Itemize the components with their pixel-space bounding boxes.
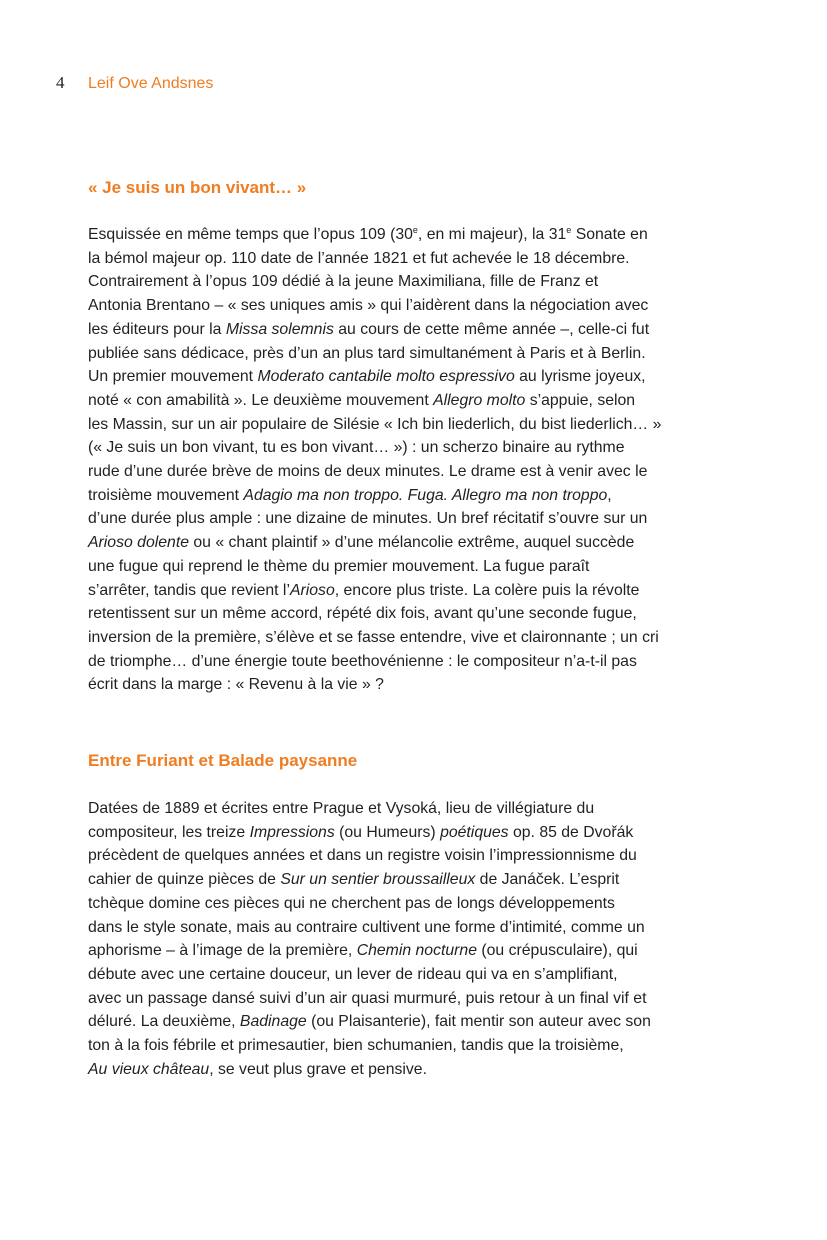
text-line [88,413,740,437]
text-run: op. 85 de Dvořák [508,823,634,841]
text-line [88,1058,740,1082]
text-run: tchèque domine ces pièces qui ne cherchent pas de longs développements [88,894,615,912]
running-head [56,73,213,94]
text-line [88,797,740,821]
text-line [88,365,740,389]
text-run: , encore plus triste. La colère puis la révolte [334,581,640,599]
text-line [88,844,740,868]
text-run: Esquissée en même temps que l’opus 109 (30 [88,226,413,243]
italic-text: Moderato cantabile molto espressivo [257,368,515,386]
text-run: (« Je suis un bon vivant, tu es bon vivant… ») : un scherzo binaire au rythme [88,439,625,457]
text-run: rude d’une durée brève de moins de deux minutes. Le drame est à venir avec le [88,463,648,481]
text-line [88,555,740,579]
text-run: déluré. La deuxième, [88,1013,240,1031]
text-run: d’une durée plus ample : une dizaine de minutes. Un bref récitatif s’ouvre sur un [88,510,648,528]
italic-text: Badinage [239,1013,307,1031]
text-run: débute avec une certaine douceur, un lever de rideau qui va en s’amplifiant, [88,965,618,983]
text-run: Contrairement à l’opus 109 dédié à la jeune Maximiliana, fille de Franz et [88,273,599,291]
text-run: (ou Humeurs) [334,823,441,841]
section-heading: « Je suis un bon vivant… » [88,178,307,197]
text-line [88,892,740,916]
superscript: e [566,225,572,235]
text-run: (ou crépusculaire), qui [477,942,638,960]
text-run: Un premier mouvement [88,368,258,386]
text-line [88,318,740,342]
text-line [88,1010,740,1034]
text-run: écrit dans la marge : « Revenu à la vie » ? [88,676,384,694]
text-run: avec un passage dansé suivi d’un air quasi murmuré, puis retour à un final vif et [88,989,647,1007]
text-run: Sonate en [571,226,648,243]
italic-text: poétiques [440,823,509,841]
text-line [88,868,740,892]
superscript: e [412,225,418,235]
text-line [88,987,740,1011]
italic-text: Allegro molto [433,391,526,409]
text-run: noté « con amabilità ». Le deuxième mouvement [88,391,434,409]
text-run: les Massin, sur un air populaire de Silésie « Ich bin liederlich, du bist liederlich… » [88,415,662,433]
italic-text: Adagio ma non troppo. Fuga. Allegro ma non troppo [243,486,608,504]
italic-text: Missa solemnis [225,320,334,338]
italic-text: Arioso [289,581,335,599]
text-run: les éditeurs pour la [88,320,226,338]
text-line [88,342,740,366]
text-run: cahier de quinze pièces de [88,871,281,889]
text-run: au cours de cette même année –, celle-ci fut [333,320,650,338]
text-run: de Janáček. L’esprit [475,871,620,889]
text-run: inversion de la première, s’élève et se fasse entendre, vive et claironnante ; un cri [88,628,659,646]
italic-text: Impressions [249,823,335,841]
text-line [88,650,740,674]
text-line [88,939,740,963]
text-run: (ou Plaisanterie), fait mentir son auteur avec son [306,1013,651,1031]
text-run: ton à la fois fébrile et primesautier, bien schumanien, tandis que la troisième, [88,1037,624,1055]
text-run: ou « chant plaintif » d’une mélancolie extrême, auquel succède [189,534,635,552]
text-line [88,963,740,987]
text-run: aphorisme – à l’image de la première, [88,942,357,960]
text-run: une fugue qui reprend le thème du premier mouvement. La fugue paraît [88,557,590,575]
text-line [88,270,740,294]
text-line [88,602,740,626]
text-run: dans le style sonate, mais au contraire cultivent une forme d’intimité, comme un [88,918,645,936]
text-line [88,294,740,318]
text-run: s’appuie, selon [525,391,636,409]
text-line [88,1034,740,1058]
italic-text: Chemin nocturne [356,942,477,960]
text-run: la bémol majeur op. 110 date de l’année 1821 et fut achevée le 18 décembre. [88,249,630,267]
running-title: Leif Ove Andsnes [88,75,214,92]
section-body [88,223,740,697]
text-line [88,821,740,845]
text-run: troisième mouvement [88,486,244,504]
text-run: s’arrêter, tandis que revient l’ [88,581,290,599]
text-run: compositeur, les treize [88,823,250,841]
page-number: 4 [56,73,65,92]
text-line [88,223,740,247]
text-run: Antonia Brentano – « ses uniques amis » qui l’aidèrent dans la négociation avec [88,297,649,315]
text-line [88,389,740,413]
text-line [88,916,740,940]
text-line [88,247,740,271]
text-run: , en mi majeur), la 31 [417,226,567,243]
text-run: précèdent de quelques années et dans un registre voisin l’impressionnisme du [88,847,637,865]
text-run: de triomphe… d’une énergie toute beethovénienne : le compositeur n’a-t-il pas [88,652,637,670]
text-line [88,673,740,697]
section-body [88,797,740,1081]
text-run: retentissent sur un même accord, répété dix fois, avant qu’une seconde fugue, [88,605,637,623]
text-line [88,531,740,555]
text-run: , se veut plus grave et pensive. [209,1060,427,1078]
text-line [88,436,740,460]
text-run: publiée sans dédicace, près d’un an plus tard simultanément à Paris et à Berlin. [88,344,646,362]
text-line [88,484,740,508]
text-line [88,626,740,650]
text-run: Datées de 1889 et écrites entre Prague et Vysoká, lieu de villégiature du [88,800,595,817]
italic-text: Sur un sentier broussailleux [280,871,476,889]
text-line [88,460,740,484]
italic-text: Au vieux château [88,1060,210,1078]
text-line [88,507,740,531]
section-heading: Entre Furiant et Balade paysanne [88,751,358,770]
text-line [88,579,740,603]
text-run: , [607,486,612,504]
italic-text: Arioso dolente [88,534,189,552]
text-run: au lyrisme joyeux, [514,368,646,386]
